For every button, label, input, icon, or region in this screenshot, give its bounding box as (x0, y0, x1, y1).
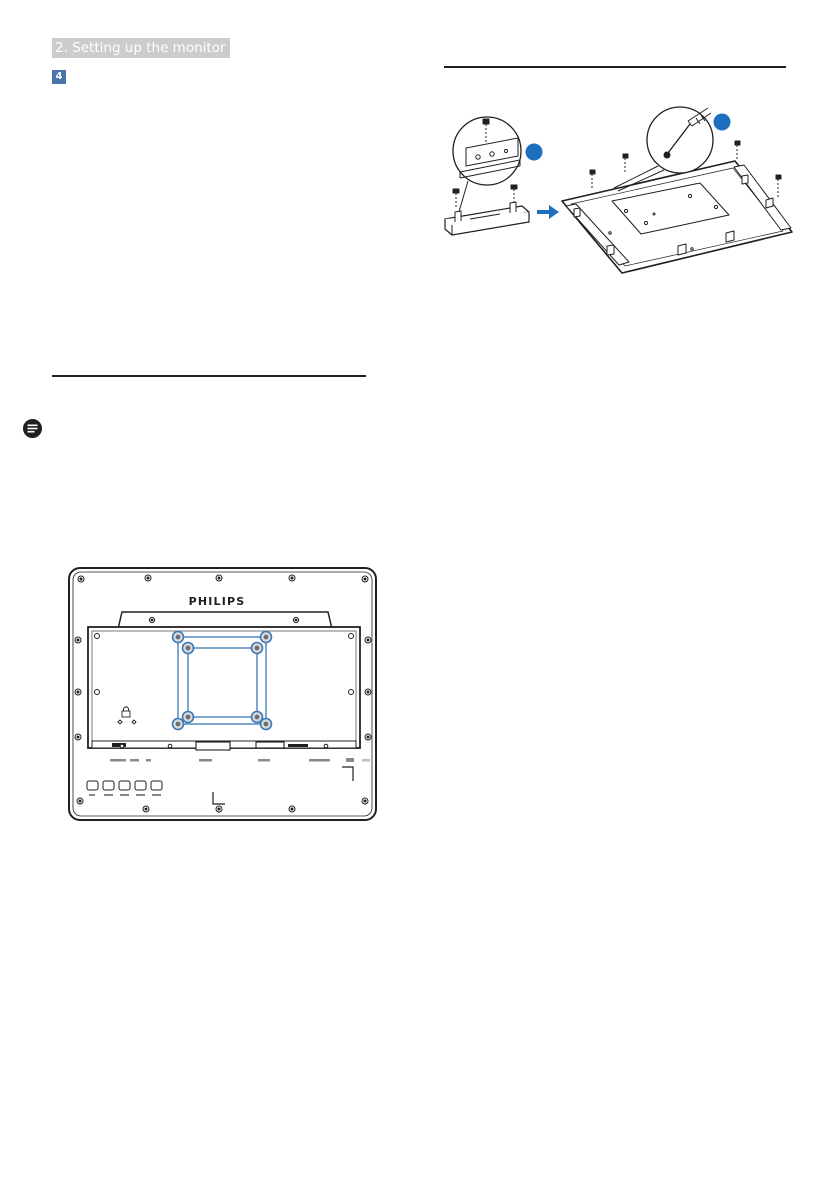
screw-icon (95, 634, 100, 639)
arrow-right-icon (537, 205, 559, 219)
screw-icon (362, 576, 368, 582)
control-button (135, 781, 146, 790)
screw-icon (590, 170, 595, 190)
screw-icon (349, 690, 354, 695)
screw-icon (216, 806, 222, 812)
screw-icon (623, 154, 628, 174)
screw-icon (453, 189, 459, 209)
screw-icon (289, 575, 295, 581)
screw-icon (77, 798, 83, 804)
blue-callout-dot (526, 144, 543, 161)
screw-icon (365, 637, 371, 643)
mounting-bracket-rail (445, 202, 529, 235)
screw-icon (120, 744, 124, 748)
control-button (87, 781, 98, 790)
screw-icon (261, 632, 272, 643)
monitor-back-perspective (562, 161, 792, 273)
brand-logo: PHILIPS (188, 595, 246, 608)
rear-panel (88, 627, 360, 748)
screw-icon (143, 806, 149, 812)
control-button (151, 781, 162, 790)
control-button (103, 781, 114, 790)
screw-icon (78, 576, 84, 582)
blue-callout-dot (714, 114, 731, 131)
screw-icon (75, 734, 81, 740)
screw-icon (216, 575, 222, 581)
screw-icon (173, 719, 184, 730)
screw-icon (511, 185, 517, 203)
control-button (119, 781, 130, 790)
screw-icon (349, 634, 354, 639)
screw-icon (776, 175, 781, 197)
screw-icon (252, 712, 263, 723)
screw-icon (324, 744, 328, 748)
screw-icon (183, 643, 194, 654)
section-divider-right (444, 66, 786, 68)
screw-icon (149, 617, 154, 622)
screw-icon (145, 575, 151, 581)
screw-icon (168, 744, 172, 748)
monitor-rear-illustration (66, 565, 380, 825)
screw-icon (735, 141, 740, 161)
screw-icon (75, 689, 81, 695)
section-header: 2. Setting up the monitor (52, 38, 230, 58)
screw-icon (365, 734, 371, 740)
note-icon (23, 419, 42, 438)
screw-icon (75, 637, 81, 643)
screw-icon (252, 643, 263, 654)
screw-icon (365, 689, 371, 695)
screw-icon (183, 712, 194, 723)
screw-icon (289, 806, 295, 812)
screw-icon (362, 798, 368, 804)
bracket-installation-illustration (440, 100, 795, 280)
screw-icon (173, 632, 184, 643)
section-divider-left (52, 375, 366, 377)
step-number-badge: 4 (52, 70, 66, 84)
screw-icon (293, 617, 298, 622)
screw-icon (95, 690, 100, 695)
